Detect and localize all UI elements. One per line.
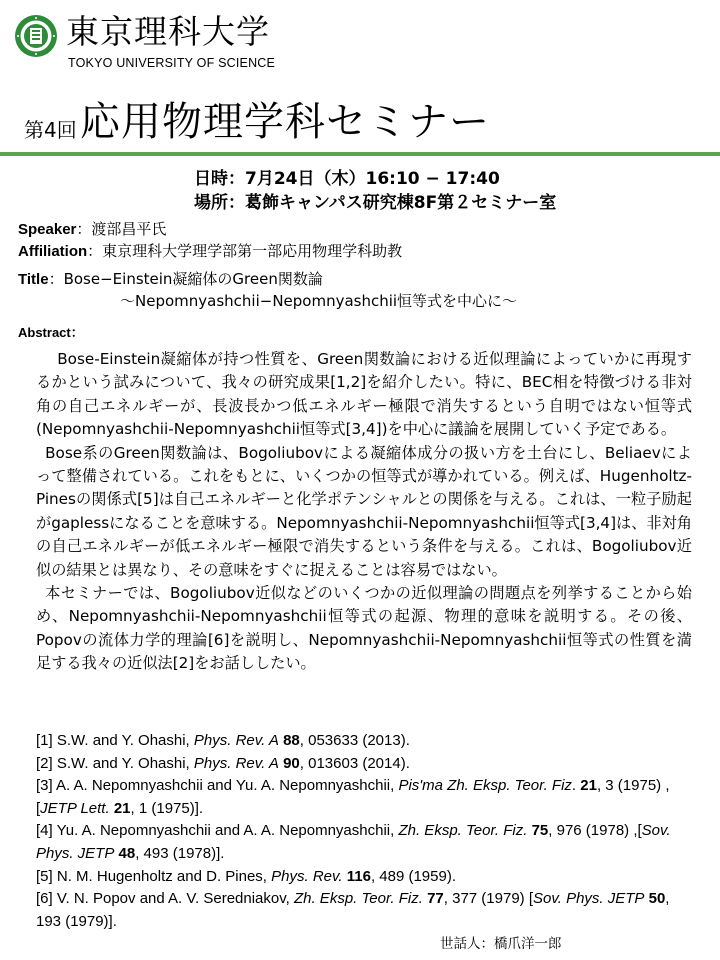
affiliation-label: Affiliation bbox=[18, 243, 88, 260]
university-name-ja: 東京理科大学 bbox=[66, 12, 270, 51]
talk-title-label: Title bbox=[18, 271, 49, 288]
affiliation-value: 東京理科大学理学部第一部応用物理学科助教 bbox=[102, 242, 403, 260]
reference-item: [2] S.W. and Y. Ohashi, Phys. Rev. A 90, 013603 (2014). bbox=[36, 754, 410, 772]
event-venue bbox=[194, 192, 556, 214]
host-line bbox=[440, 932, 562, 952]
page-title: 応用物理学科セミナー bbox=[80, 99, 490, 145]
abstract-label: Abstract： bbox=[18, 325, 84, 340]
reference-item: [3] A. A. Nepomnyashchii and Yu. A. Nepomnyashchii, Pis'ma Zh. Eksp. Teor. Fiz. 21, 3 (1975) ,[JETP Lett. 21, 1 (1975)]. bbox=[36, 777, 670, 817]
abstract-paragraph: 本セミナーでは、Bogoliubov近似などのいくつかの近似理論の問題点を列挙することから始め、Nepomnyashchii-Nepomnyashchii恒等式の起源、物理的意味を説明する。その後、Popovの流体力学的理論[6]を説明し、Nepomnyashchii-Nepomnyashchii恒等式の性質を満足する我々の近似法[2]をお話ししたい。 bbox=[36, 584, 692, 673]
speaker-line bbox=[18, 218, 166, 241]
abstract-body bbox=[36, 348, 692, 676]
date-value: 7月24日（木）16:10 − 17:40 bbox=[245, 169, 500, 189]
reference-item: [6] V. N. Popov and A. V. Seredniakov, Zh. Eksp. Teor. Fiz. 77, 377 (1979) [Sov. Phys. JETP 50, 193 (1979)]. bbox=[36, 890, 670, 930]
affiliation-line bbox=[18, 240, 402, 263]
venue-label: 場所： bbox=[194, 193, 245, 213]
speaker-sep: ： bbox=[76, 220, 92, 238]
reference-item: [1] S.W. and Y. Ohashi, Phys. Rev. A 88, 053633 (2013). bbox=[36, 732, 410, 749]
talk-title-sep: ： bbox=[48, 270, 64, 288]
speaker-name: 渡部昌平氏 bbox=[91, 220, 167, 238]
talk-subtitle: 〜Nepomnyashchii−Nepomnyashchii恒等式を中心に〜 bbox=[120, 292, 518, 310]
date-label: 日時： bbox=[194, 169, 245, 189]
title-divider bbox=[0, 152, 720, 156]
host-label: 世話人： bbox=[440, 936, 494, 952]
affiliation-sep: ： bbox=[87, 242, 103, 260]
reference-item: [5] N. M. Hugenholtz and D. Pines, Phys. Rev. 116, 489 (1959). bbox=[36, 867, 456, 885]
university-name-en: TOKYO UNIVERSITY OF SCIENCE bbox=[68, 56, 276, 70]
reference-list bbox=[36, 730, 696, 933]
abstract-paragraph: Bose-Einstein凝縮体が持つ性質を、Green関数論における近似理論によっていかに再現するかという試みについて、我々の研究成果[1,2]を紹介したい。特に、BEC相を特徴づける非対角の自己エネルギーが、長波長かつ低エネルギー極限で消失するという自明ではない恒等式(Nepomnyashchii-Nepomnyashchii恒等式[3,4])を中心に議論を展開していく予定である。 bbox=[36, 350, 692, 439]
university-seal-icon bbox=[14, 14, 58, 58]
host-name: 橋爪洋一郎 bbox=[494, 936, 562, 952]
talk-title: Bose−Einstein凝縮体のGreen関数論 bbox=[63, 270, 323, 288]
speaker-label: Speaker bbox=[18, 221, 77, 238]
abstract-paragraph: Bose系のGreen関数論は、Bogoliubovによる凝縮体成分の扱い方を土台にし、Beliaevによって整備されている。これをもとに、いくつかの恒等式が導かれている。例えば、Hugenholtz-Pinesの関係式[5]は自己エネルギーと化学ポテンシャルとの関係を与える。これは、一粒子励起がgaplessになることを意味する。Nepomnyashchii-Nepomnyashchii恒等式[3,4]は、非対角の自己エネルギーが低エネルギー極限で消失するという条件を与える。これは、Bogoliubov近似の結果とは異なり、その意味をすぐに捉えることは容易ではない。 bbox=[36, 443, 692, 579]
talk-title-line bbox=[18, 268, 323, 291]
venue-value: 葛飾キャンパス研究棟8F第２セミナー室 bbox=[245, 193, 557, 213]
seminar-number: 第4回 bbox=[24, 118, 77, 142]
event-date bbox=[194, 168, 500, 190]
reference-item: [4] Yu. A. Nepomnyashchii and A. A. Nepomnyashchii, Zh. Eksp. Teor. Fiz. 75, 976 (1978) ,[Sov. Phys. JETP 48, 493 (1978)]. bbox=[36, 822, 671, 862]
